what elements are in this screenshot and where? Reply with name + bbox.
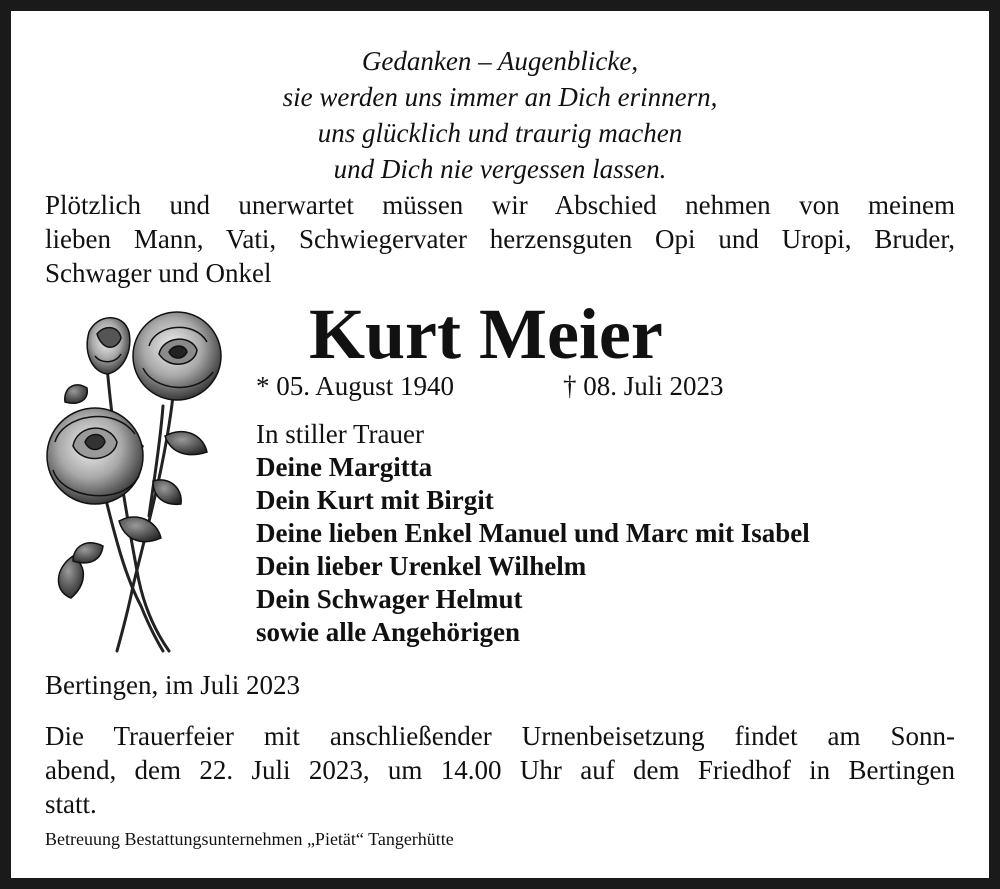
mourner-name: Dein Schwager Helmut (256, 584, 523, 614)
poem (11, 43, 989, 187)
poem-line: sie werden uns immer an Dich erinnern, (282, 82, 718, 112)
mourners-list (256, 418, 810, 649)
birth-date: * 05. August 1940 (256, 371, 455, 401)
mourner-name: Deine lieben Enkel Manuel und Marc mit Isabel (256, 518, 810, 548)
funeral-line: statt. (45, 789, 97, 819)
poem-line: uns glücklich und traurig machen (317, 118, 683, 148)
mourner-name: sowie alle Angehörigen (256, 617, 520, 647)
poem-line: und Dich nie vergessen lassen. (333, 154, 667, 184)
place-date: Bertingen, im Juli 2023 (45, 670, 300, 700)
death-date: † 08. Juli 2023 (563, 371, 724, 401)
deceased-name: Kurt Meier (309, 294, 663, 374)
intro-line: Plötzlich und unerwartet müssen wir Abschied nehmen von meinem (45, 190, 955, 220)
mourner-name: Deine Margitta (256, 452, 433, 482)
funeral-info (45, 719, 955, 821)
poem-line: Gedanken – Augenblicke, (361, 46, 639, 76)
funeral-line: Die Trauerfeier mit anschließender Urnenbeisetzung findet am Sonn- (45, 721, 955, 751)
intro-line: lieben Mann, Vati, Schwiegervater herzensguten Opi und Uropi, Bruder, (45, 224, 955, 254)
intro-text (45, 188, 955, 290)
funeral-line: abend, dem 22. Juli 2023, um 14.00 Uhr auf dem Friedhof in Bertingen (45, 755, 955, 785)
mourner-name: Dein Kurt mit Birgit (256, 485, 494, 515)
mourner-name: Dein lieber Urenkel Wilhelm (256, 551, 587, 581)
intro-line: Schwager und Onkel (45, 258, 272, 288)
mourners-intro: In stiller Trauer (256, 419, 424, 449)
roses-illustration-icon (45, 306, 225, 656)
funeral-home-credit: Betreuung Bestattungsunternehmen „Pietät“ Tangerhütte (45, 829, 454, 849)
obituary-notice (11, 11, 989, 878)
